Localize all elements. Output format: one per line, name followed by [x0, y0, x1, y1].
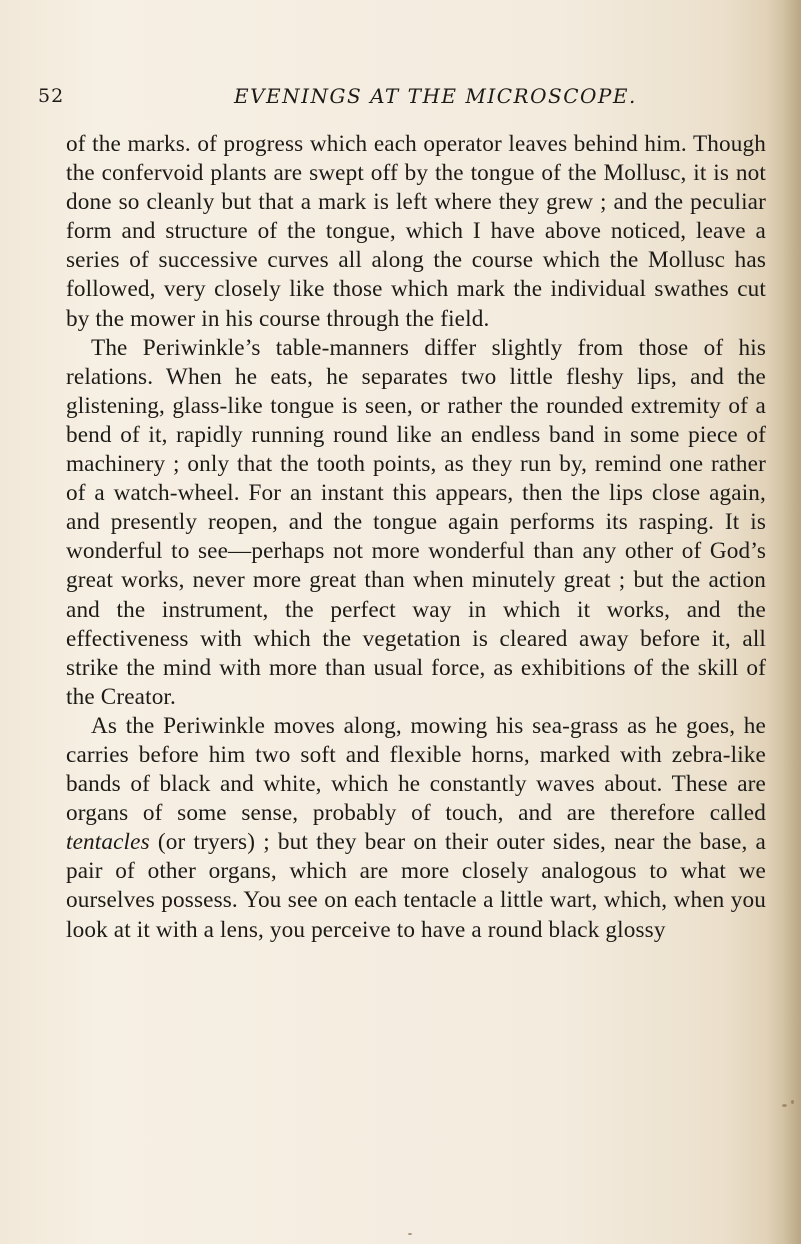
paper-speck [782, 1104, 787, 1107]
paragraph-3 [66, 712, 766, 945]
paragraph-3-text-after: (or tryers) ; but they bear on their outer sides, near the base, a pair of other organs, which are more closely analogous to what we ourselves possess. You see on each tentacle a little wart, which, when you look at it with a lens, you perceive to have a round black glossy [66, 829, 766, 943]
book-title: EVENINGS AT THE MICROSCOPE. [234, 84, 637, 108]
paragraph-2 [66, 334, 766, 712]
paper-speck [791, 1100, 794, 1104]
running-head [38, 82, 764, 110]
page-edge-shadow [767, 0, 801, 1244]
paragraph-2-text: The Periwinkle’s table-manners differ slightly from those of his relations. When he eats, he separates two little fleshy lips, and the glistening, glass-like tongue is seen, or rather the rounded extremity of a bend of it, rapidly running round like an endless band in some piece of machinery ; only that the tooth points, as they run by, remind one rather of a watch-wheel. For an instant this appears, then the lips close again, and presently reopen, and the tongue again performs its rasping. It is wonderful to see—perhaps not more wonderful than any other of God’s great works, never more great than when minutely great ; but the action and the instrument, the perfect way in which it works, and the effectiveness with which the vegetation is cleared away before it, all strike the mind with more than usual force, as exhibitions of the skill of the Creator. [66, 334, 766, 710]
tentacles-term: tentacles [66, 829, 150, 856]
paragraph-1 [66, 130, 766, 334]
paper-speck [408, 1233, 412, 1235]
page-number: 52 [38, 85, 65, 107]
paragraph-1-text: of the marks. of progress which each operator leaves behind him. Though the confervoid plants are swept off by the tongue of the Mollusc, it is not done so cleanly but that a mark is left where they grew ; and the peculiar form and structure of the tongue, which I have above noticed, leave a series of successive curves all along the course which the Mollusc has followed, very closely like those which mark the individual swathes cut by the mower in his course through the field. [66, 131, 766, 332]
body-text [66, 130, 766, 945]
paragraph-3-text-before: As the Periwinkle moves along, mowing his sea-grass as he goes, he carries before him two soft and flexible horns, marked with zebra-like bands of black and white, which he constantly waves about. These are organs of some sense, probably of touch, and are therefore called [66, 712, 766, 827]
